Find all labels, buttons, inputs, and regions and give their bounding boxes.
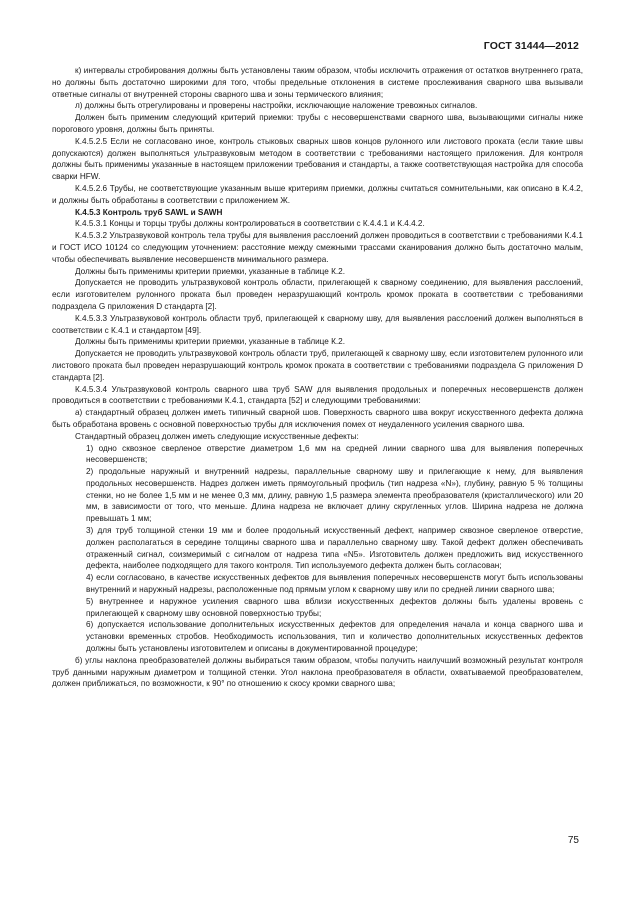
body-paragraph: Должны быть применимы критерии приемки, указанные в таблице К.2. bbox=[75, 337, 345, 347]
standard-header: ГОСТ 31444—2012 bbox=[483, 40, 579, 52]
body-paragraph: Допускается не проводить ультразвуковой контроль области, прилегающей к сварному соединению, для выявления расслоений, если изготовителем рулонного проката был проведен неразрушающий контроль кромок проката в соответствии с требованиями подраздела G приложения D стандарта [2]. bbox=[52, 278, 583, 311]
body-paragraph: К.4.5.3.1 Концы и торцы трубы должны контролироваться в соответствии с К.4.4.1 и К.4.4.2. bbox=[75, 219, 425, 229]
list-item: 6) допускается использование дополнительных искусственных дефектов для определения начала и конца сварного шва и установки временных стробов. Необходимость использования, тип и количество дополнительных искусственных дефектов должны быть установлены изготовителем и описаны в документированной процедуре; bbox=[86, 620, 583, 654]
body-paragraph: К.4.5.2.5 Если не согласовано иное, контроль стыковых сварных швов концов рулонного или листового проката (если такие швы допускаются) должен выполняться ультразвуковым методом в соответствии с требованиями настоящего приложения. Для контроля должны быть применимы указанные в настоящем приложении требования и стандарты, а также соответствующая настройка для способа сварки HFW. bbox=[52, 136, 583, 182]
body-paragraph: К.4.5.2.6 Трубы, не соответствующие указанным выше критериям приемки, должны считаться сомнительными, как описано в К.4.2, и должны быть обработаны в соответствии с приложением Ж. bbox=[52, 183, 583, 205]
list-item: 5) внутреннее и наружное усиления сварного шва вблизи искусственных дефектов должны быть удалены вровень с прилегающей к сварному шву основной поверхностью трубы; bbox=[86, 596, 583, 618]
body-paragraph: а) стандартный образец должен иметь типичный сварной шов. Поверхность сварного шва вокруг искусственного дефекта должна быть обработана вровень с основной поверхностью трубы для исключения помех от неудаленного усиления сварного шва. bbox=[52, 408, 583, 429]
section-heading: К.4.5.3 Контроль труб SAWL и SAWH bbox=[75, 207, 223, 217]
document-body bbox=[52, 65, 583, 690]
body-paragraph: К.4.5.3.2 Ультразвуковой контроль тела трубы для выявления расслоений должен проводиться в соответствии с требованиями К.4.1 и ГОСТ ИСО 10124 со следующим уточнением: расстояние между смежными трассами сканирования должно быть достаточно малым, чтобы обеспечивать выявление несовершенств минимального размера. bbox=[52, 231, 583, 264]
list-item: 2) продольные наружный и внутренний надрезы, параллельные сварному шву и прилегающие к нему, для выявления продольных несовершенств. Надрез должен иметь прямоугольный профиль (тип надреза «N»), глубину, равную 5 % толщины стенки, но не более 1,5 мм и не менее 0,3 мм, длину, равную 1,5 размера элемента преобразователя (кристаллического) или 20 мм, в зависимости от того, что меньше. Длина надреза не включает длину скругленных углов. Ширина надреза не должна превышать 1 мм; bbox=[86, 467, 583, 524]
list-item: 4) если согласовано, в качестве искусственных дефектов для выявления поперечных несовершенств могут быть использованы внутренний и наружный надрезы, расположенные под прямым углом к сварному шву или по средней линии сварного шва; bbox=[86, 573, 583, 595]
body-paragraph: Стандартный образец должен иметь следующие искусственные дефекты: bbox=[75, 431, 359, 441]
body-paragraph: Должны быть применимы критерии приемки, указанные в таблице К.2. bbox=[75, 266, 345, 276]
body-paragraph: л) должны быть отрегулированы и проверены настройки, исключающие наложение тревожных сигналов. bbox=[75, 101, 478, 111]
body-paragraph: б) углы наклона преобразователей должны выбираться таким образом, чтобы получить наилучший возможный результат контроля труб данными наружным диаметром и толщиной стенки. Угол наклона преобразователя в области, охватываемой преобразователем, должен приближаться, по возможности, к 90° по отношению к скосу кромки сварного шва; bbox=[52, 655, 583, 689]
body-paragraph: Допускается не проводить ультразвуковой контроль области труб, прилегающей к сварному шву, если изготовителем рулонного или листового проката был проведен неразрушающий контроль кромок проката в соответствии с требованиями подраздела G приложения D стандарта [2]. bbox=[52, 349, 583, 382]
list-item: 3) для труб толщиной стенки 19 мм и более продольный искусственный дефект, например сквозное сверленое отверстие, должен располагаться в середине толщины сварного шва и параллельно сварному шву. Такой дефект должен обеспечивать отраженный сигнал, соизмеримый с сигналом от надреза типа «N5». Изготовитель должен предложить вид искусственного дефекта, наиболее подходящего для такого контроля. Тип используемого дефекта должен быть согласован; bbox=[86, 526, 583, 571]
body-paragraph: Должен быть применим следующий критерий приемки: трубы с несовершенствами сварного шва, вызывающими сигналы ниже порогового уровня, должны быть приняты. bbox=[52, 113, 583, 134]
body-paragraph: к) интервалы стробирования должны быть установлены таким образом, чтобы исключить отражения от остатков внутреннего грата, но должны быть достаточно широкими для того, чтобы предельные отклонения в системе прослеживания сварного шва вызывали ответные сигналы от внутренней стороны сварного шва и зоны термического влияния; bbox=[52, 66, 583, 99]
page-number: 75 bbox=[567, 835, 579, 846]
body-paragraph: К.4.5.3.4 Ультразвуковой контроль сварного шва труб SAW для выявления продольных и поперечных несовершенств должен проводиться в соответствии с требованиями К.4.1, стандарта [52] и следующими требованиями: bbox=[52, 384, 583, 406]
body-paragraph: К.4.5.3.3 Ультразвуковой контроль области труб, прилегающей к сварному шву, для выявления расслоений должен выполняться в соответствии с К.4.1 и стандартом [49]. bbox=[52, 313, 583, 335]
list-item: 1) одно сквозное сверленое отверстие диаметром 1,6 мм на средней линии сварного шва для выявления поперечных несовершенств; bbox=[86, 443, 583, 465]
